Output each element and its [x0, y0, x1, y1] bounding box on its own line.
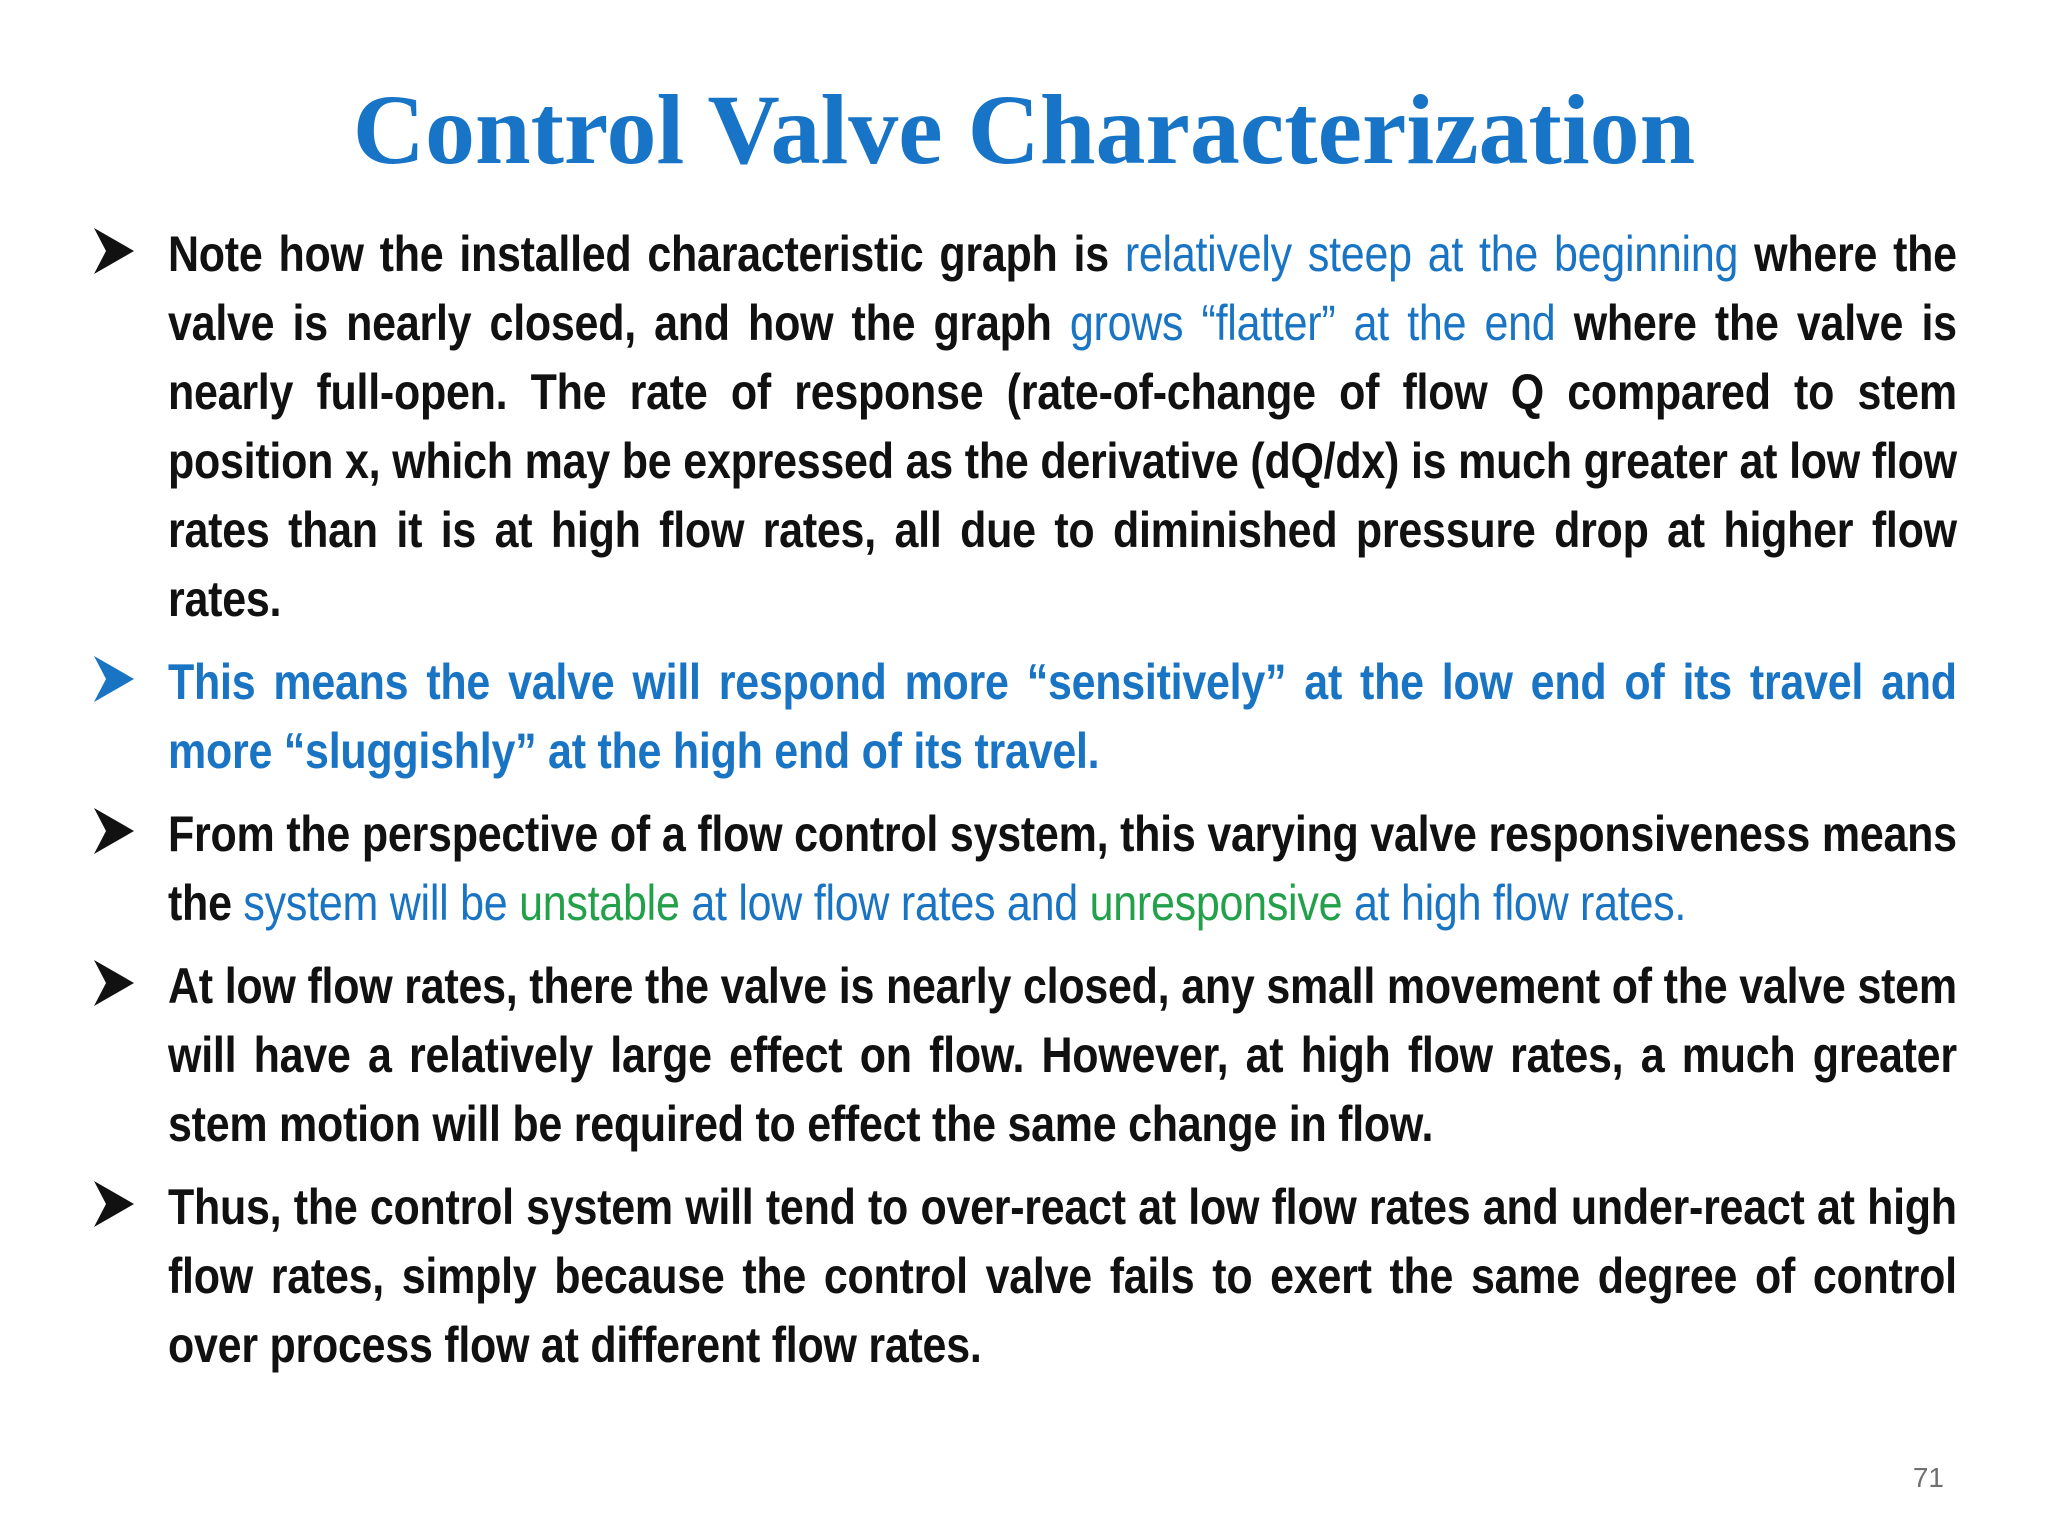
bullet-text	[168, 220, 1957, 634]
text-segment: where the valve is nearly full-open. The rate of response (rate-of-change of flow Q compared to stem position x, which may be expressed as the derivative (dQ/dx) is much greater at low flow rates than it is at high flow rates, all due to diminished pressure drop at higher flow rates.	[168, 295, 1957, 627]
bullet-text	[168, 800, 1957, 938]
text-segment: where the valve is nearly closed, and how the graph	[168, 226, 1957, 351]
emphasis-segment: unstable	[519, 875, 680, 931]
page-number: 71	[1912, 1462, 1944, 1493]
text-segment: Note how the installed characteristic graph is	[168, 226, 1125, 282]
bullet-item	[80, 1173, 1960, 1380]
arrowhead-bullet-icon	[92, 958, 136, 1008]
bullet-list	[80, 220, 1960, 1394]
bullet-item	[80, 648, 1960, 786]
highlight-segment: grows “flatter” at the end	[1069, 295, 1556, 351]
highlight-segment: relatively steep at the beginning	[1124, 226, 1739, 282]
arrowhead-bullet-icon	[92, 1179, 136, 1229]
arrowhead-bullet-icon	[92, 226, 136, 276]
bullet-item	[80, 220, 1960, 634]
emphasis-segment: unresponsive	[1089, 875, 1343, 931]
bullet-text	[168, 1173, 1957, 1380]
bullet-item	[80, 952, 1960, 1159]
bullet-text	[168, 952, 1957, 1159]
text-segment: From the perspective of a flow control system, this varying valve responsiveness means the	[168, 806, 1957, 931]
text-segment: Thus, the control system will tend to over-react at low flow rates and under-react at high flow rates, simply because the control valve fails to exert the same degree of control over process flow at different flow rates.	[168, 1179, 1957, 1373]
text-segment: At low flow rates, there the valve is nearly closed, any small movement of the valve stem will have a relatively large effect on flow. However, at high flow rates, a much greater stem motion will be required to effect the same change in flow.	[168, 958, 1957, 1152]
bullet-text	[168, 648, 1957, 786]
highlight-segment: at low flow rates and	[679, 875, 1090, 931]
highlight-segment: at high flow rates.	[1342, 875, 1687, 931]
highlight-segment: system will be	[243, 875, 520, 931]
arrowhead-bullet-icon	[92, 806, 136, 856]
slide-title: Control Valve Characterization	[352, 74, 1696, 185]
highlight-segment: This means the valve will respond more “sensitively” at the low end of its travel and more “sluggishly” at the high end of its travel.	[168, 654, 1957, 779]
arrowhead-bullet-icon	[92, 654, 136, 704]
bullet-item	[80, 800, 1960, 938]
